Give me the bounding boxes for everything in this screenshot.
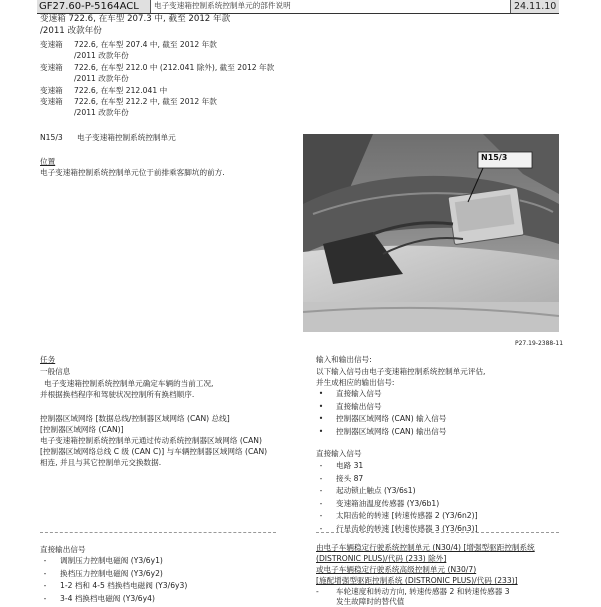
list-item: • 控制器区域网络 (CAN) 输出信号: [318, 426, 447, 436]
applicability-value-2: /2011 改款年份: [74, 51, 129, 60]
location-heading: 位置: [40, 157, 56, 166]
component-code: N15/3: [40, 133, 63, 142]
document-title: 电子变速箱控制系统控制单元的部件说明: [154, 1, 291, 10]
general-line: 电子变速箱控制系统控制单元确定车辆的当前工况,: [44, 379, 214, 388]
can-line: [控制器区域网络总线 C 级 (CAN C)] 与车辆控制器区域网络 (CAN): [40, 447, 268, 456]
io-bullet-list: [316, 388, 446, 438]
applicability-value-2: /2011 改款年份: [74, 74, 129, 83]
esp-line: [施配增强型驱距控制系统 (DISTRONIC PLUS)/代码 (233)]: [316, 576, 518, 585]
list-item: - 起动锁止触点 (Y3/6s1): [319, 486, 416, 496]
list-item: - 调制压力控制电磁阀 (Y3/6y1): [43, 556, 163, 565]
task-heading: 任务: [40, 355, 56, 364]
list-item: - 换档压力控制电磁阀 (Y3/6y2): [43, 568, 163, 578]
list-item: - 1-2 档和 4-5 档换档电磁阀 (Y3/6y3): [43, 581, 188, 591]
photo-callout: N15/3: [481, 153, 508, 162]
esp-dash-line: - 车轮速度和转动方向, 转速传感器 2 和转速传感器 3: [316, 587, 510, 596]
component-photo: [303, 134, 559, 332]
direct-output-heading: 直接输出信号: [40, 545, 86, 554]
list-item: • 直接输入信号: [318, 389, 382, 398]
direct-input-heading: 直接输入信号: [316, 449, 362, 458]
list-item: - 变速箱油温度传感器 (Y3/6b1): [319, 498, 440, 508]
list-item: • 直接输出信号: [318, 401, 382, 411]
direct-input-list: [316, 460, 478, 536]
esp-line: 由电子车辆稳定行驶系统控制单元 (N30/4) [增强型驱距控制系统: [316, 543, 535, 552]
list-item: - 电路 31: [319, 461, 364, 470]
can-line: 控制器区域网络 [数据总线/控制器区域网络 (CAN) 总线]: [40, 414, 230, 423]
direct-output-list: [40, 555, 187, 605]
photo-caption: P27.19-2388-11: [515, 340, 564, 347]
applicability-value: 722.6, 在车型 212.2 中, 截至 2012 年款: [74, 97, 217, 106]
document-header: [37, 0, 559, 14]
applicability-first-line: 变速箱 722.6, 在车型 207.3 中, 截至 2012 年款: [40, 14, 231, 24]
applicability-value: 722.6, 在车型 212.041 中: [74, 86, 168, 95]
list-item: • 控制器区域网络 (CAN) 输入信号: [318, 414, 447, 424]
list-item: - 接头 87: [319, 473, 364, 483]
general-heading: 一般信息: [40, 367, 71, 376]
section-divider: [316, 532, 559, 533]
list-item: - 太阳齿轮的转速 [转速传感器 2 (Y3/6n2)]: [319, 511, 478, 521]
applicability-label: 变速箱: [40, 40, 63, 49]
esp-dash-line-2: 发生故障时的替代值: [336, 597, 405, 606]
section-divider: [40, 532, 276, 533]
applicability-value: 722.6, 在车型 212.0 中 (212.041 除外), 截至 2012 年款: [74, 63, 275, 72]
component-name: 电子变速箱控制系统控制单元: [77, 133, 176, 142]
io-heading: 输入和输出信号:: [316, 355, 372, 364]
list-item: - 行星齿轮的转速 [转速传感器 3 (Y3/6n3)]: [319, 523, 478, 533]
applicability-label: 变速箱: [40, 63, 63, 72]
general-line: 并根据换档程序和驾驶状况控制所有换档顺序.: [40, 390, 195, 399]
can-line: 电子变速箱控制系统控制单元通过传动系统控制器区域网络 (CAN): [40, 436, 262, 445]
io-intro-line: 并生成相应的输出信号:: [316, 378, 395, 387]
location-text: 电子变速箱控制系统控制单元位于前排乘客脚坑的前方.: [40, 168, 225, 177]
esp-line: (DISTRONIC PLUS)/代码 (233) 除外]: [316, 554, 447, 563]
document-date: 24.11.10: [510, 0, 559, 13]
can-line: [控制器区域网络 (CAN)]: [40, 425, 124, 434]
io-intro-line: 以下输入信号由电子变速箱控制系统控制单元评估,: [316, 367, 486, 376]
can-line: 相连, 并且与其它控制单元交换数据.: [40, 458, 162, 467]
photo-illustration: [303, 134, 559, 332]
applicability-label: 变速箱: [40, 97, 63, 106]
document-code: GF27.60-P-5164ACL: [37, 0, 151, 13]
applicability-value: 722.6, 在车型 207.4 中, 截至 2012 年款: [74, 40, 217, 49]
applicability-first-line-2: /2011 改款年份: [40, 26, 102, 36]
list-item: - 3-4 档换档电磁阀 (Y3/6y4): [43, 593, 155, 603]
applicability-label: 变速箱: [40, 86, 63, 95]
esp-line: 或电子车辆稳定行驶系统高级控制单元 (N30/7): [316, 565, 477, 574]
applicability-value-2: /2011 改款年份: [74, 108, 129, 117]
